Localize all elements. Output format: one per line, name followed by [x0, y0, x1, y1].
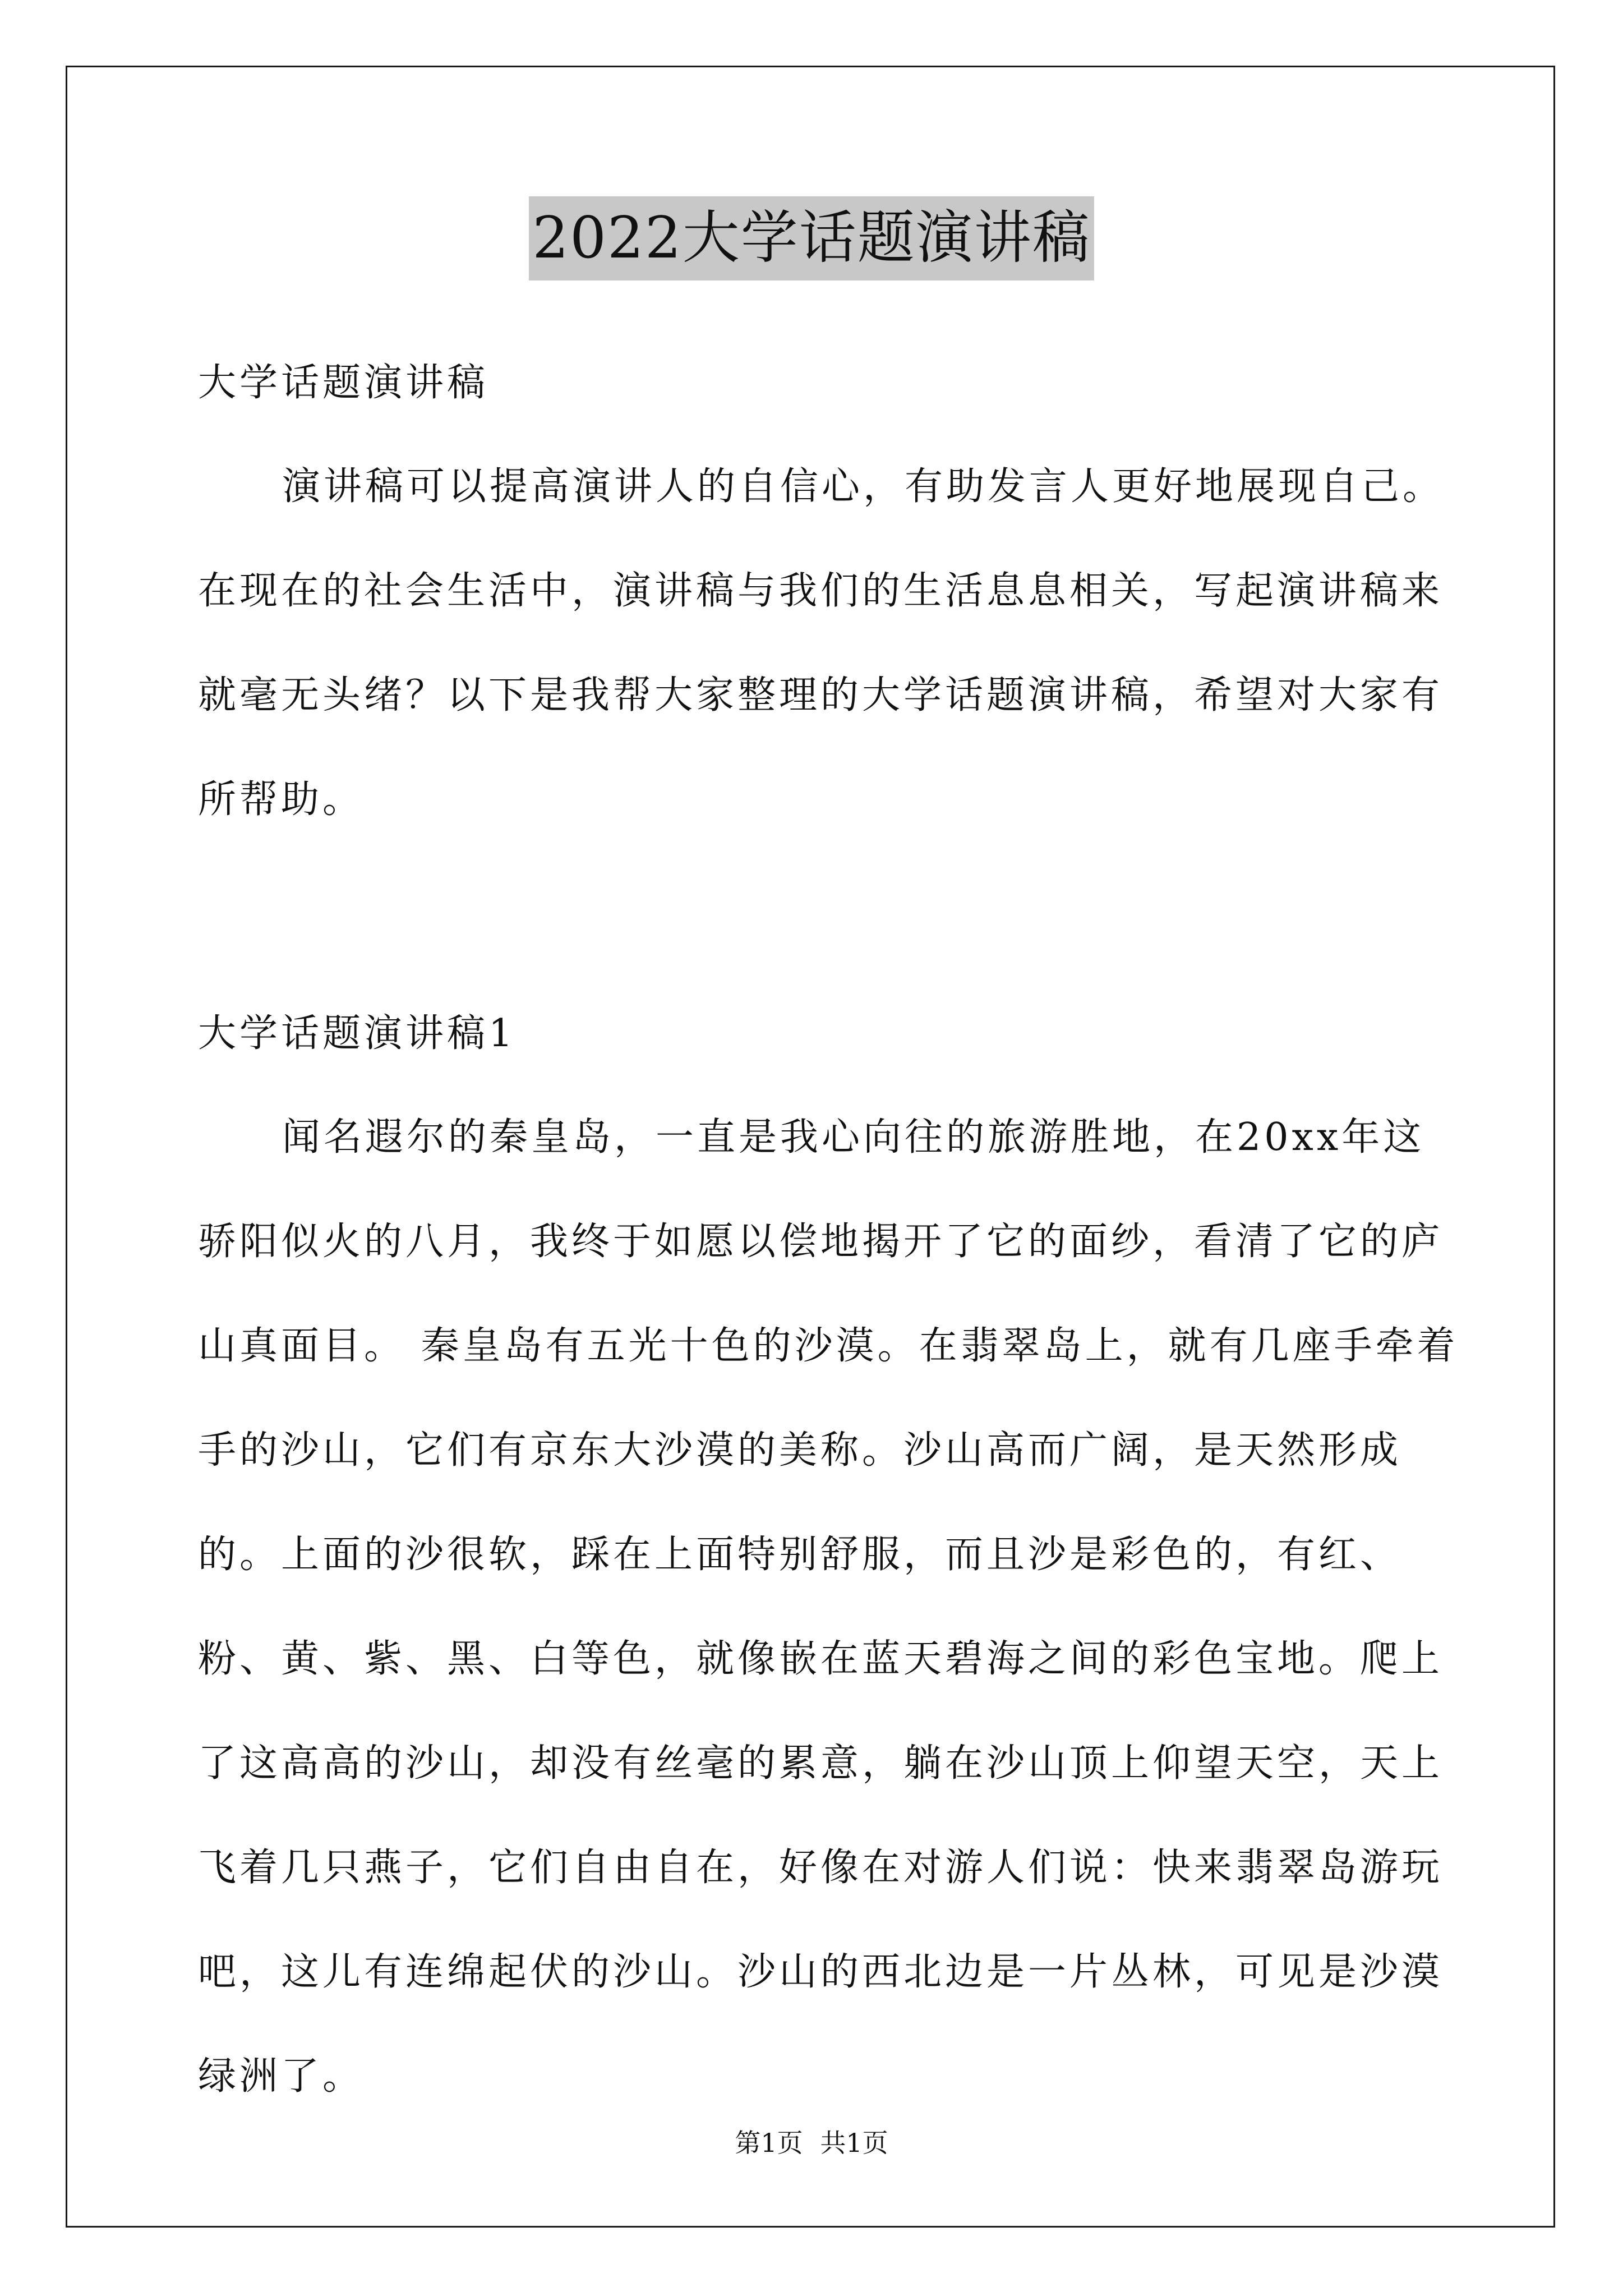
document-title: 2022大学话题演讲稿 — [529, 196, 1094, 280]
section-heading: 大学话题演讲稿1 — [198, 1011, 517, 1056]
title-container — [0, 196, 1623, 280]
page-footer — [0, 2126, 1623, 2160]
page-number-total: 共1页 — [820, 2128, 888, 2158]
page-number-current: 第1页 — [735, 2128, 803, 2158]
intro-paragraph: 演讲稿可以提高演讲人的自信心，有助发言人更好地展现自己。在现在的社会生活中，演讲稿与我们的生活息息相关，写起演讲稿来就毫无头绪？以下是我帮大家整理的大学话题演讲稿，希望对大家有所帮助。 — [198, 464, 1445, 822]
section-paragraph: 闻名遐尔的秦皇岛，一直是我心向往的旅游胜地，在20xx年这骄阳似火的八月，我终于如愿以偿地揭开了它的面纱，看清了它的庐山真面目。 秦皇岛有五光十色的沙漠。在翡翠岛上，就有几座手牵着手的沙山，它们有京东大沙漠的美称。沙山高而广阔，是天然形成的。上面的沙很软，踩在上面特别舒服，而且沙是彩色的，有红、粉、黄、紫、黑、白等色，就像嵌在蓝天碧海之间的彩色宝地。爬上了这高高的沙山，却没有丝毫的累意，躺在沙山顶上仰望天空，天上飞着几只燕子，它们自由自在，好像在对游人们说：快来翡翠岛游玩吧，这儿有连绵起伏的沙山。沙山的西北边是一片丛林，可见是沙漠绿洲了。 — [198, 1115, 1459, 2099]
document-subtitle: 大学话题演讲稿 — [198, 361, 489, 405]
